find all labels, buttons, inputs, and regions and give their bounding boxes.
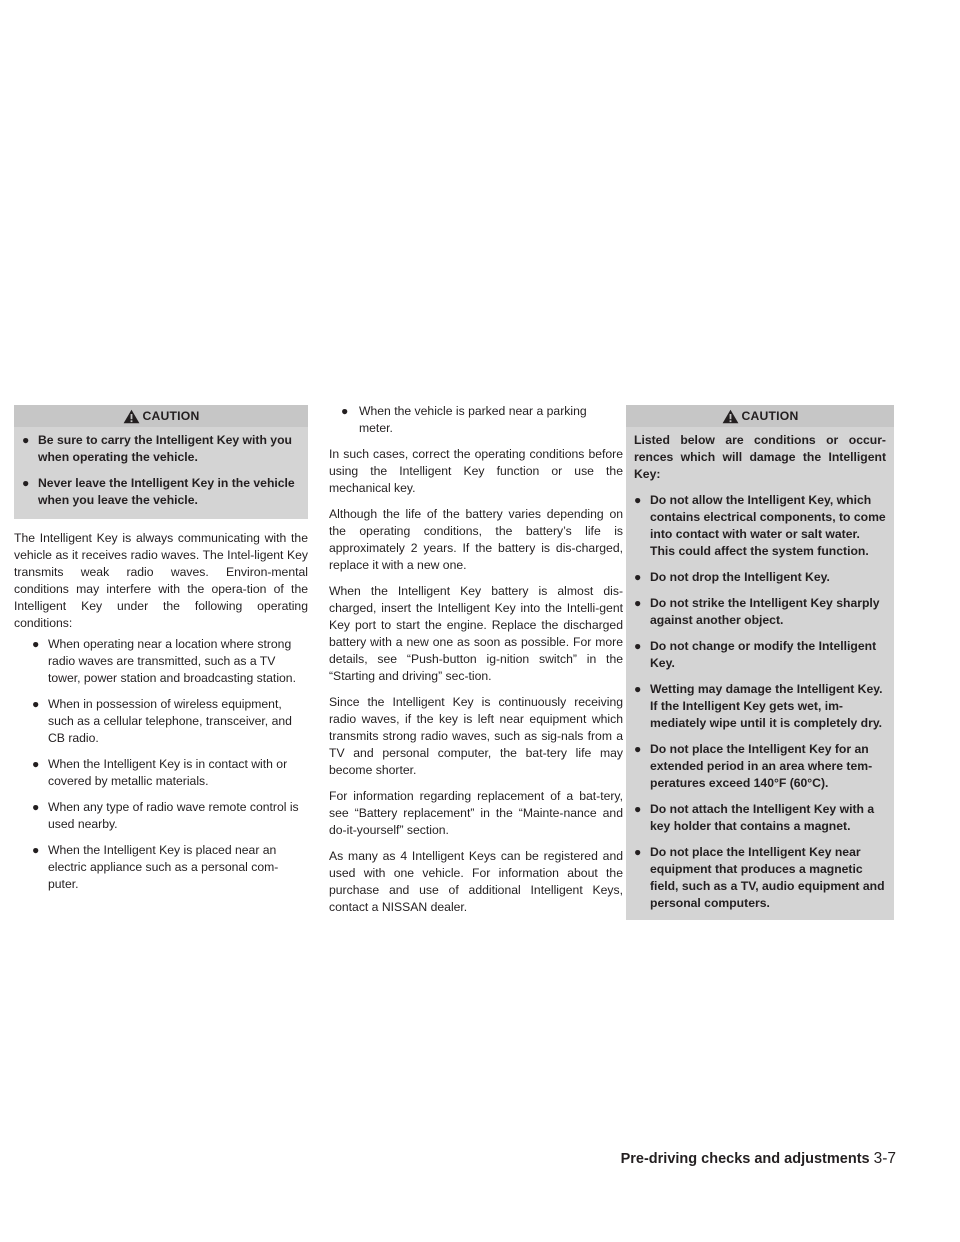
paragraph: Since the Intelligent Key is continuously receiving radio waves, if the key is left near equipment which transmits strong radio waves, such as sig-nals from a TV and personal computer, the bat-tery life may become shorter.	[329, 695, 623, 777]
column-3	[626, 405, 894, 920]
paragraph: In such cases, correct the operating conditions before using the Intelligent Key function or use the mechanical key.	[329, 447, 623, 495]
bullet-icon: ●	[634, 639, 642, 653]
operating-conditions-list-cont	[329, 403, 623, 437]
warning-triangle-icon	[123, 409, 140, 424]
caution-box-1	[14, 405, 308, 519]
list-item: ● When the Intelligent Key is placed near an electric appliance such as a personal com-puter.	[32, 843, 279, 891]
list-item: ● When in possession of wireless equipment, such as a cellular telephone, transceiver, and CB radio.	[32, 697, 292, 745]
caution-header	[14, 405, 308, 427]
paragraph: As many as 4 Intelligent Keys can be registered and used with one vehicle. For information about the purchase and use of additional Intelligent Keys, contact a NISSAN dealer.	[329, 849, 623, 914]
bullet-icon: ●	[22, 433, 30, 447]
page-number: 3-7	[873, 1150, 896, 1167]
bullet-icon: ●	[634, 682, 642, 696]
bullet-icon: ●	[634, 845, 642, 859]
caution-item: ● Do not allow the Intelligent Key, which contains electrical components, to come into contact with water or salt water. This could affect the system function.	[634, 493, 886, 558]
list-item: ● When the vehicle is parked near a parking meter.	[341, 404, 587, 435]
bullet-icon: ●	[634, 596, 642, 610]
bullet-icon: ●	[634, 570, 642, 584]
list-item: ● When any type of radio wave remote control is used nearby.	[32, 800, 299, 831]
caution-item: ● Wetting may damage the Intelligent Key. If the Intelligent Key gets wet, im-mediately wipe until it is completely dry.	[634, 682, 883, 730]
bullet-icon: ●	[341, 404, 349, 418]
caution-item: ● Never leave the Intelligent Key in the vehicle when you leave the vehicle.	[22, 476, 295, 507]
operating-conditions-list	[14, 636, 308, 893]
caution-title: CAUTION	[142, 409, 200, 423]
page-footer	[590, 1150, 896, 1168]
bullet-icon: ●	[32, 757, 40, 771]
caution-header	[626, 405, 894, 427]
caution-item: ● Do not attach the Intelligent Key with a key holder that contains a magnet.	[634, 802, 875, 833]
bullet-icon: ●	[634, 742, 642, 756]
bullet-icon: ●	[32, 637, 40, 651]
caution-item: ● Be sure to carry the Intelligent Key with you when operating the vehicle.	[22, 433, 292, 464]
bullet-icon: ●	[32, 697, 40, 711]
caution-item: ● Do not change or modify the Intelligent Key.	[634, 639, 877, 670]
paragraph: For information regarding replacement of a bat-tery, see “Battery replacement” in the “Mainte-nance and do-it-yourself” section.	[329, 789, 623, 837]
section-title: Pre-driving checks and adjustments	[620, 1151, 870, 1167]
list-item: ● When the Intelligent Key is in contact with or covered by metallic materials.	[32, 757, 288, 788]
caution-title: CAUTION	[741, 409, 799, 423]
bullet-icon: ●	[634, 802, 642, 816]
list-item: ● When operating near a location where strong radio waves are transmitted, such as a TV tower, power station and broadcasting station.	[32, 637, 296, 685]
column-2	[329, 405, 623, 925]
caution-intro: Listed below are conditions or occur-rences which will damage the Intelligent Key:	[634, 433, 886, 481]
column-1	[14, 405, 308, 902]
caution-item: ● Do not drop the Intelligent Key.	[634, 570, 830, 584]
intro-paragraph: The Intelligent Key is always communicating with the vehicle as it receives radio waves. The Intel-ligent Key transmits weak radio waves. Environ-mental conditions may interfere with the opera-tion of the Intelligent Key under the following operating conditions:	[14, 531, 308, 630]
paragraph: When the Intelligent Key battery is almost dis-charged, insert the Intelligent Key into the Intelli-gent Key port to start the engine. Replace the discharged battery with a new one as soon as possible. For more details, see “Push-button ig-nition switch” in the “Starting and driving” sec-tion.	[329, 584, 623, 683]
caution-item: ● Do not strike the Intelligent Key sharply against another object.	[634, 596, 880, 627]
caution-item: ● Do not place the Intelligent Key for an extended period in an area where tem-peratures exceed 140°F (60°C).	[634, 742, 873, 790]
warning-triangle-icon	[722, 409, 739, 424]
caution-box-2	[626, 405, 894, 920]
paragraph: Although the life of the battery varies depending on the operating conditions, the battery’s life is approximately 2 years. If the battery is dis-charged, replace it with a new one.	[329, 507, 623, 572]
caution-item: ● Do not place the Intelligent Key near equipment that produces a magnetic field, such as a TV, audio equipment and personal computers.	[634, 845, 885, 910]
bullet-icon: ●	[634, 493, 642, 507]
bullet-icon: ●	[32, 800, 40, 814]
bullet-icon: ●	[32, 843, 40, 857]
bullet-icon: ●	[22, 476, 30, 490]
